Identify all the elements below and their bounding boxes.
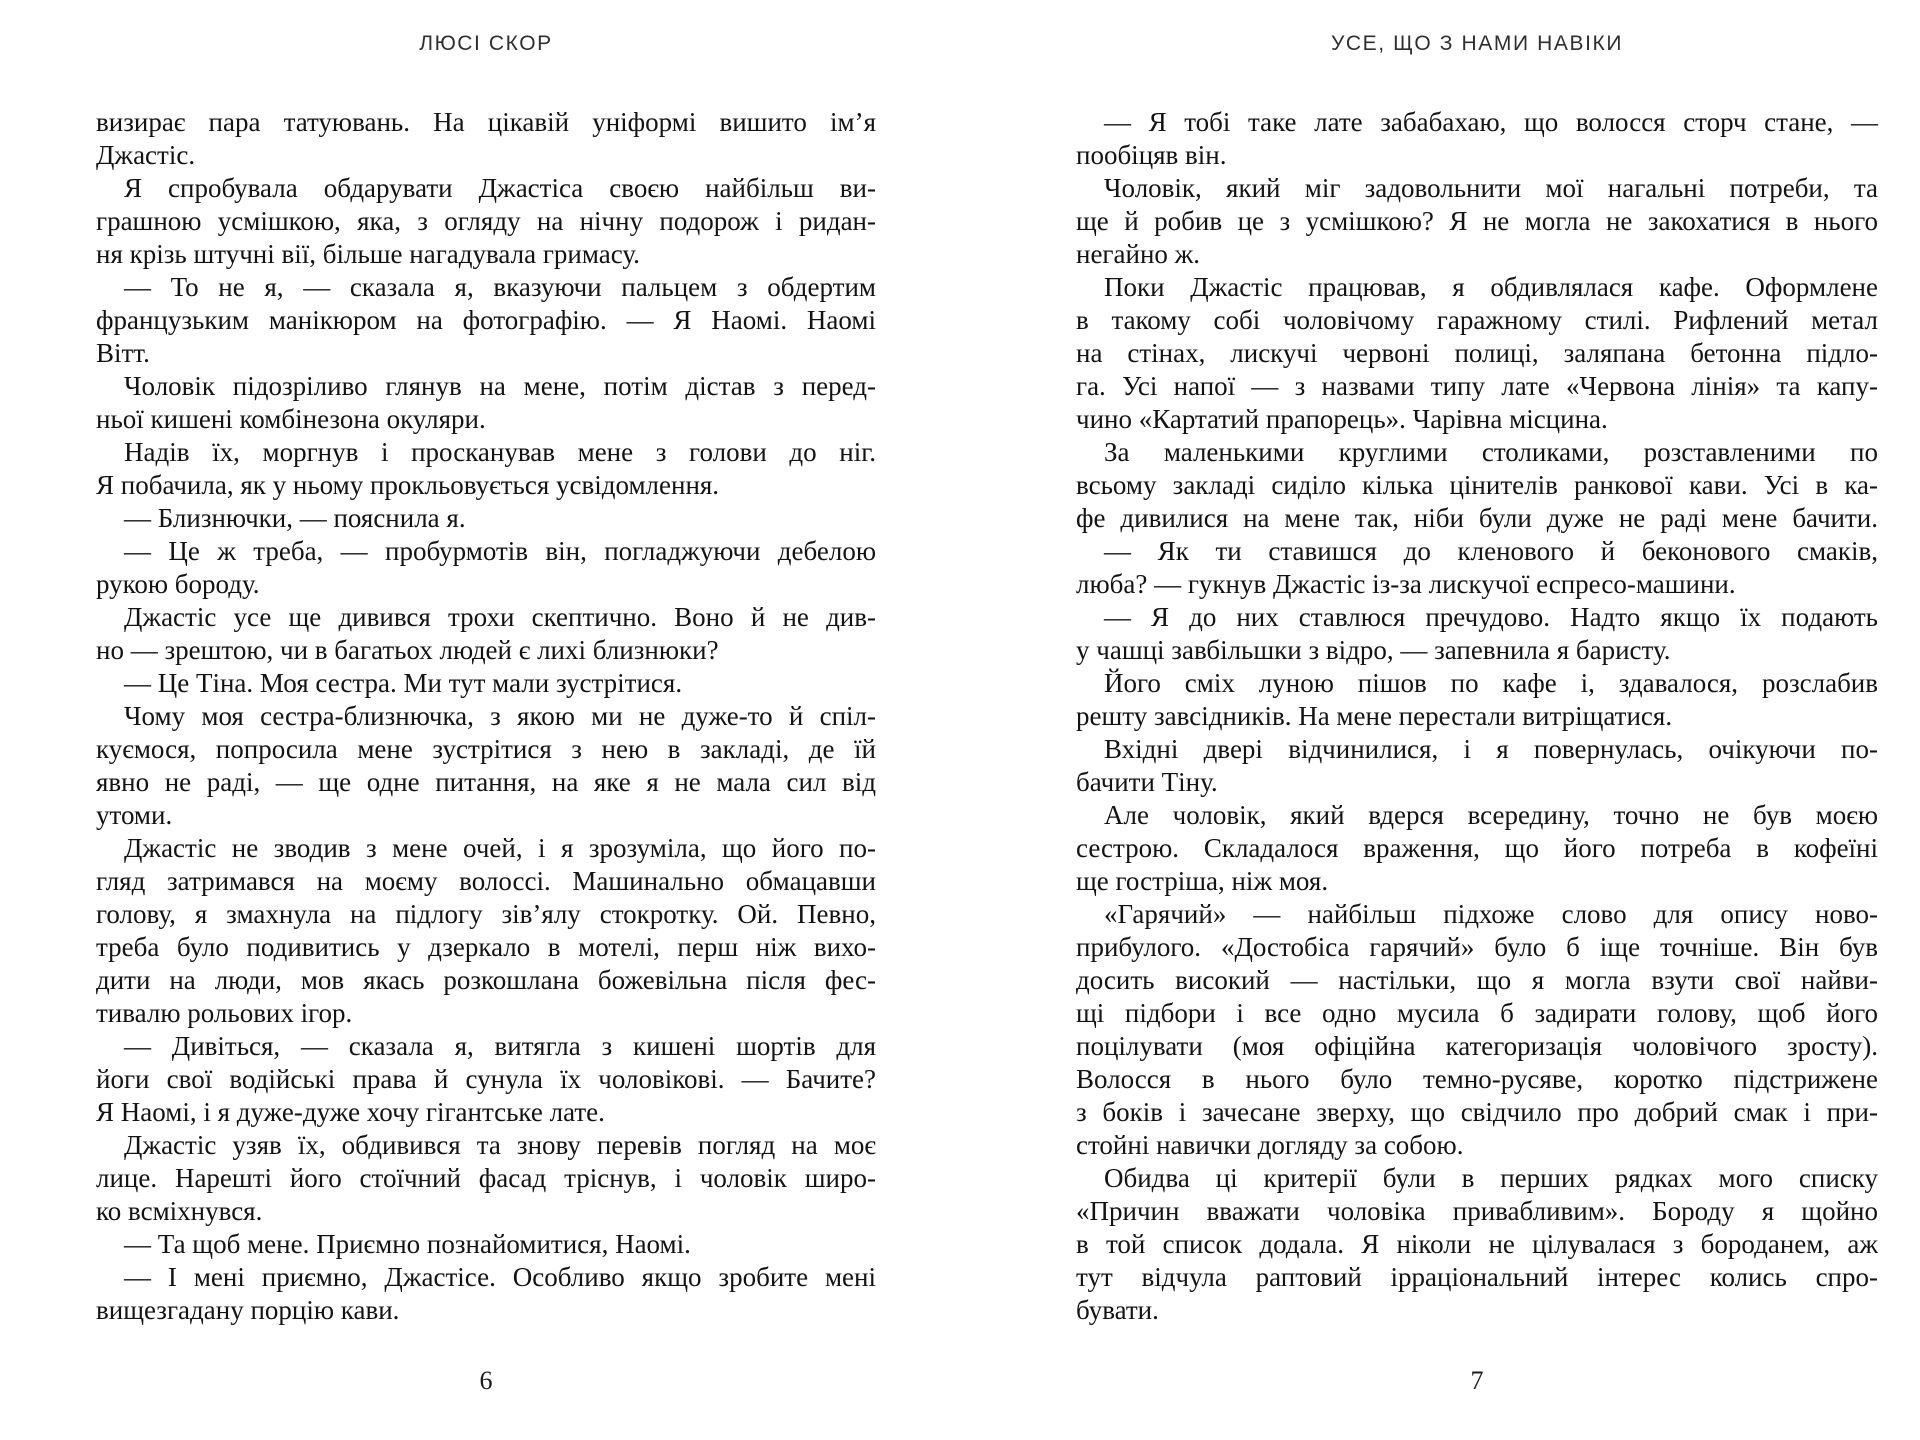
text-line: Я спробувала обдарувати Джастіса своєю найбільш ви-	[124, 173, 876, 203]
text-line: решту завсідників. На мене перестали витріщатися.	[1076, 701, 1673, 731]
text-line: Чому моя сестра-близнючка, з якою ми не дуже-то й спіл-	[124, 701, 876, 731]
text-line: щі підбори і все одно мусила б задирати голову, щоб його	[1076, 998, 1878, 1028]
text-line: «Гарячий» — найбільш підхоже слово для опису ново-	[1104, 899, 1878, 929]
text-line: всьому закладі сиділо кілька цінителів ранкової кави. Усі в ка-	[1076, 470, 1878, 500]
text-line: — Я тобі таке лате забабахаю, що волосся сторч стане, —	[1104, 107, 1878, 137]
running-head-author: ЛЮСІ СКОР	[419, 32, 553, 55]
text-line: французьким манікюром на фотографію. — Я Наомі. Наомі	[96, 305, 876, 335]
text-line: треба було подивитись у дзеркало в мотелі, перш ніж вихо-	[96, 932, 876, 962]
text-line: Чоловік, який міг задовольнити мої нагальні потреби, та	[1104, 173, 1878, 203]
text-line: га. Усі напої — з назвами типу лате «Червона лінія» та капу-	[1076, 371, 1878, 401]
text-line: у чашці завбільшки з відро, — запевнила я баристу.	[1076, 635, 1671, 665]
text-line: куємося, попросила мене зустрітися з нею в закладі, де їй	[96, 734, 876, 764]
text-line: в такому собі чоловічому гаражному стилі. Рифлений метал	[1076, 305, 1878, 335]
text-line: лице. Нарешті його стоїчний фасад тріснув, і чоловік широ-	[96, 1163, 876, 1193]
text-line: дити на люди, мов якась розкошлана божевільна після фес-	[96, 965, 876, 995]
text-line: — І мені приємно, Джастісе. Особливо якщо зробите мені	[124, 1262, 876, 1292]
right-page-number: 7	[1470, 1366, 1484, 1395]
right-page-text-block	[1076, 106, 1878, 1327]
text-line: Поки Джастіс працював, я обдивлялася кафе. Оформлене	[1104, 272, 1878, 302]
running-head-book-title: УСЕ, ЩО З НАМИ НАВІКИ	[1330, 32, 1624, 55]
text-line: Я побачила, як у ньому прокльовується усвідомлення.	[96, 470, 720, 500]
text-line: чино «Картатий прапорець». Чарівна місцина.	[1076, 404, 1608, 434]
text-line: Але чоловік, який вдерся всередину, точно не був моєю	[1104, 800, 1878, 830]
text-line: Джастіс.	[96, 140, 196, 170]
text-line: Джастіс не зводив з мене очей, і я зрозуміла, що його по-	[124, 833, 876, 863]
text-line: ня крізь штучні вії, більше нагадувала гримасу.	[96, 239, 640, 269]
text-line: гляд затримався на моєму волоссі. Машинально обмацавши	[96, 866, 876, 896]
text-line: вищезгадану порцію кави.	[96, 1295, 400, 1325]
text-line: пообіцяв він.	[1076, 140, 1227, 170]
left-page	[96, 0, 876, 1440]
text-line: досить високий — настільки, що я могла взути свої найви-	[1076, 965, 1878, 995]
text-line: поцілувати (моя офіційна категоризація чоловічого зросту).	[1076, 1031, 1878, 1061]
text-line: ко всміхнувся.	[96, 1196, 263, 1226]
text-line: негайно ж.	[1076, 239, 1201, 269]
text-line: з боків і зачесане зверху, що свідчило про добрий смак і при-	[1076, 1097, 1878, 1127]
text-line: — Це Тіна. Моя сестра. Ми тут мали зустрітися.	[124, 668, 683, 698]
text-line: ньої кишені комбінезона окуляри.	[96, 404, 486, 434]
text-line: сестрою. Складалося враження, що його потреба в кофеїні	[1076, 833, 1878, 863]
text-line: — Та щоб мене. Приємно познайомитися, Наомі.	[124, 1229, 691, 1259]
text-line: на стінах, лискучі червоні полиці, заляпана бетонна підло-	[1076, 338, 1878, 368]
text-line: Надів їх, моргнув і просканував мене з голови до ніг.	[124, 437, 876, 467]
text-line: Я Наомі, і я дуже-дуже хочу гігантське лате.	[96, 1097, 605, 1127]
text-line: но — зрештою, чи в багатьох людей є лихі близнюки?	[96, 635, 719, 665]
text-line: тивалю рольових ігор.	[96, 998, 353, 1028]
text-line: Обидва ці критерії були в перших рядках мого списку	[1104, 1163, 1878, 1193]
text-line: Джастіс узяв їх, обдивився та знову перевів погляд на моє	[124, 1130, 876, 1160]
text-line: Його сміх луною пішов по кафе і, здавалося, розслабив	[1104, 668, 1878, 698]
text-line: тут відчула раптовий ірраціональний інтерес колись спро-	[1076, 1262, 1878, 1292]
text-line: — Я до них ставлюся пречудово. Надто якщо їх подають	[1104, 602, 1878, 632]
text-line: Вхідні двері відчинилися, і я повернулась, очікуючи по-	[1104, 734, 1878, 764]
text-line: ще гостріша, ніж моя.	[1076, 866, 1329, 896]
text-line: прибулого. «Достобіса гарячий» було б іще точніше. Він був	[1076, 932, 1878, 962]
text-line: стойні навички догляду за собою.	[1076, 1130, 1464, 1160]
text-line: бувати.	[1076, 1295, 1159, 1325]
text-line: — Дивіться, — сказала я, витягла з кишені шортів для	[124, 1031, 876, 1061]
text-line: Чоловік підозріливо глянув на мене, потім дістав з перед-	[124, 371, 876, 401]
text-line: голову, я змахнула на підлогу зів’ялу стокротку. Ой. Певно,	[96, 899, 876, 929]
text-line: Вітт.	[96, 338, 150, 368]
text-line: — Близнючки, — пояснила я.	[124, 503, 466, 533]
text-line: фе дивилися на мене так, ніби були дуже не раді мене бачити.	[1076, 503, 1878, 533]
text-line: ще й робив це з усмішкою? Я не могла не закохатися в нього	[1076, 206, 1878, 236]
text-line: явно не раді, — ще одне питання, на яке я не мала сил від	[96, 767, 876, 797]
text-line: рукою бороду.	[96, 569, 260, 599]
text-line: Волосся в нього було темно-русяве, коротко підстрижене	[1076, 1064, 1878, 1094]
text-line: йоги свої водійські права й сунула їх чоловікові. — Бачите?	[96, 1064, 876, 1094]
text-line: в той список додала. Я ніколи не цілувалася з бороданем, аж	[1076, 1229, 1878, 1259]
text-line: За маленькими круглими столиками, розставленими по	[1104, 437, 1878, 467]
left-page-text-block	[96, 106, 876, 1327]
text-line: грашною усмішкою, яка, з огляду на нічну подорож і ридан-	[96, 206, 876, 236]
text-line: утоми.	[96, 800, 173, 830]
left-page-number: 6	[479, 1366, 493, 1395]
text-line: визирає пара татуювань. На цікавій уніформі вишито ім’я	[96, 107, 876, 137]
text-line: Джастіс усе ще дивився трохи скептично. Воно й не див-	[124, 602, 876, 632]
text-line: — То не я, — сказала я, вказуючи пальцем з обдертим	[124, 272, 876, 302]
right-page	[1076, 0, 1878, 1440]
text-line: люба? — гукнув Джастіс із-за лискучої еспресо-машини.	[1076, 569, 1736, 599]
text-line: «Причин вважати чоловіка привабливим». Бороду я щойно	[1076, 1196, 1878, 1226]
text-line: — Як ти ставишся до кленового й беконового смаків,	[1104, 536, 1878, 566]
text-line: бачити Тіну.	[1076, 767, 1218, 797]
text-line: — Це ж треба, — пробурмотів він, погладжуючи дебелою	[124, 536, 876, 566]
